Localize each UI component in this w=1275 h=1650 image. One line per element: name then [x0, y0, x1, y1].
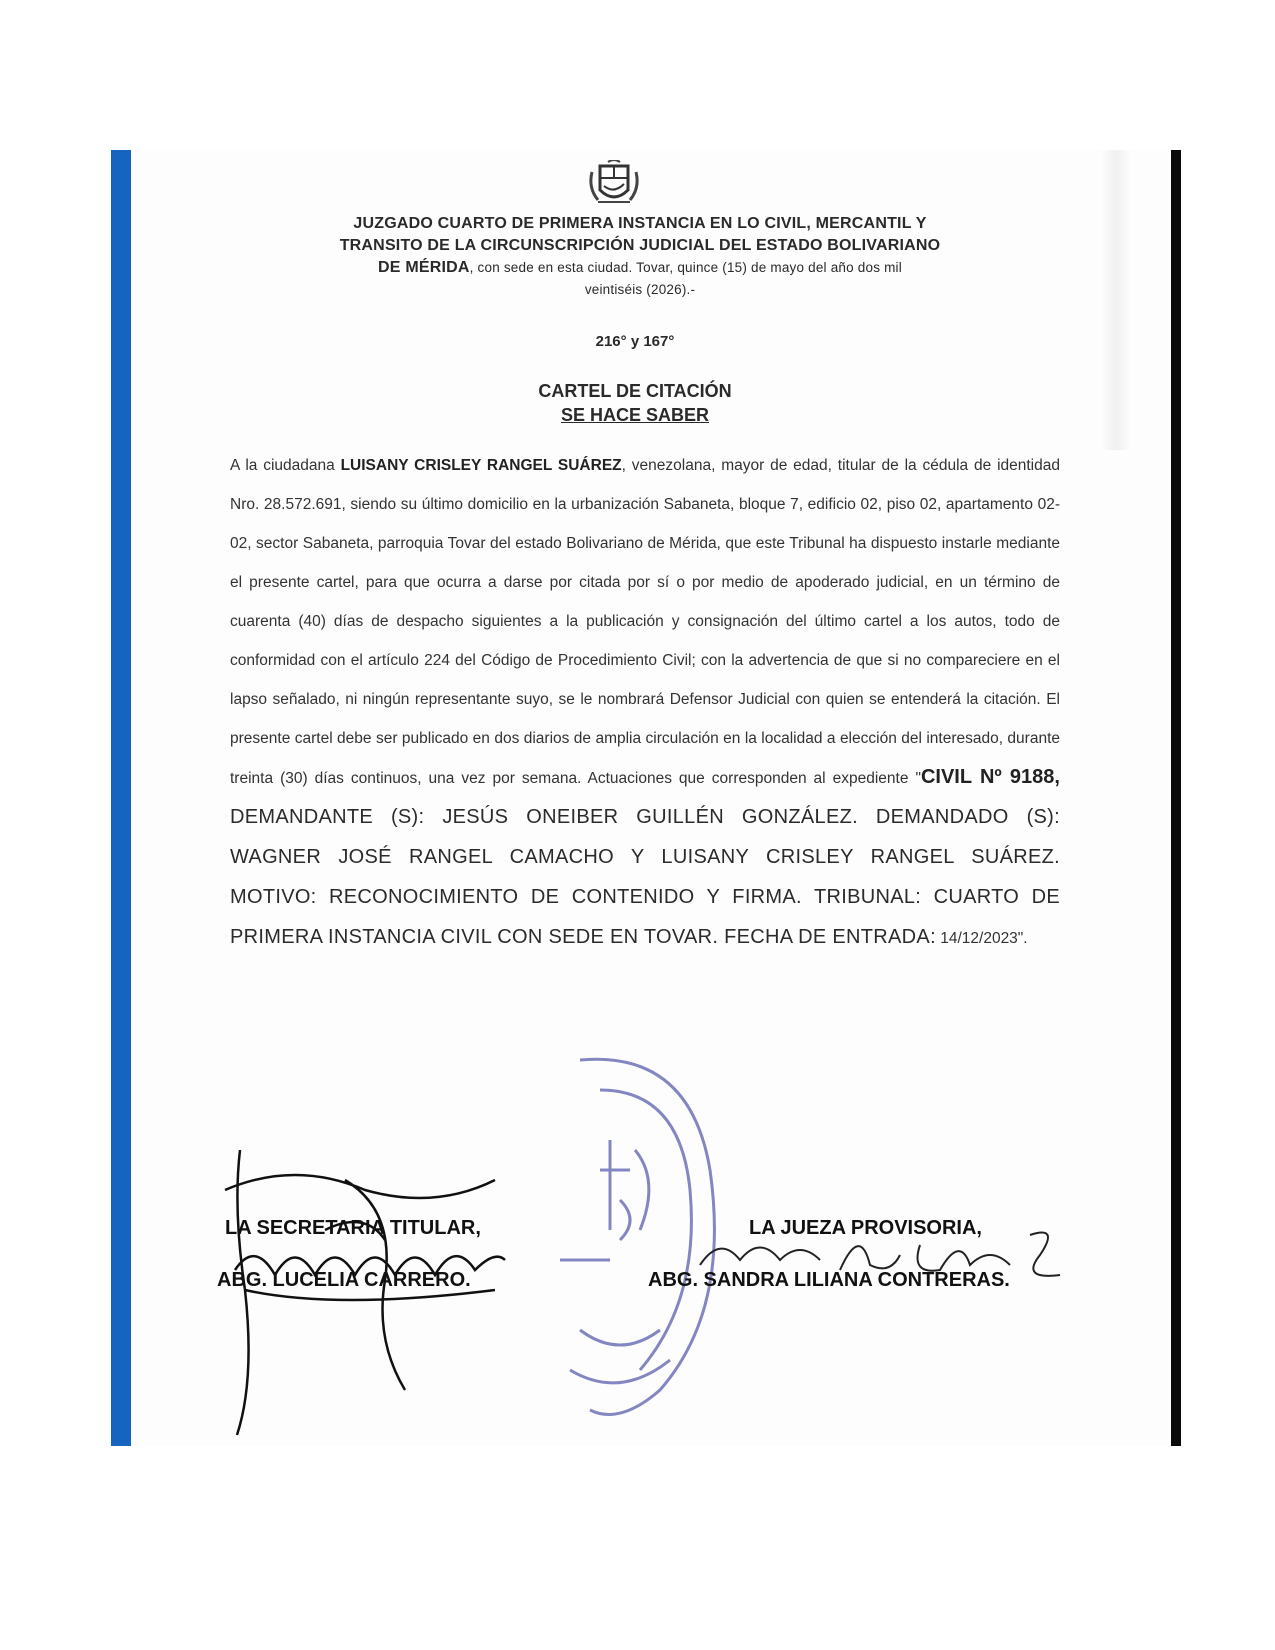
document-title: CARTEL DE CITACIÓN — [538, 381, 732, 401]
court-header — [255, 213, 1025, 301]
judge-title: LA JUEZA PROVISORIA, — [749, 1217, 982, 1239]
document-subtitle — [480, 405, 790, 426]
right-border-bar — [1171, 150, 1181, 1446]
entry-date: 14/12/2023". — [935, 930, 1028, 947]
header-place-date: , con sede en esta ciudad. Tovar, quince (15) de mayo del año dos mil — [469, 260, 902, 275]
judge-name: ABG. SANDRA LILIANA CONTRERAS. — [648, 1269, 1010, 1291]
header-state: DE MÉRIDA — [378, 259, 470, 276]
left-border-bar — [111, 150, 131, 1446]
header-line-1: JUZGADO CUARTO DE PRIMERA INSTANCIA EN LO CIVIL, MERCANTIL Y — [353, 215, 927, 232]
years-reference: 216° y 167° — [595, 333, 675, 350]
coat-of-arms-icon — [586, 160, 642, 208]
case-number: CIVIL Nº 9188, — [920, 766, 1060, 788]
body-intro: A la ciudadana — [230, 457, 341, 474]
citee-name: LUISANY CRISLEY RANGEL SUÁREZ — [340, 457, 622, 474]
citation-body — [230, 446, 1060, 958]
page-shadow — [1101, 150, 1131, 450]
body-main: , venezolana, mayor de edad, titular de la cédula de identidad Nro. 28.572.691, siendo su último domicilio en la urbanización Sabaneta, bloque 7, edificio 02, piso 02, apartamento 02-02, sector Sabaneta, parroquia Tovar del estado Bolivariano de Mérida, que este Tribunal ha dispuesto instarle mediante el presente cartel, para que ocurra a darse por citada por sí o por medio de apoderado judicial, en un término de cuarenta (40) días de despacho siguientes a la publicación y consignación del último cartel a los autos, todo de conformidad con el artículo 224 del Código de Procedimiento Civil; con la advertencia de que si no compareciere en el lapso señalado, ni ningún representante suyo, se le nombrará Defensor Judicial con quien se entenderá la citación. El presente cartel debe ser publicado en dos diarios de amplia circulación en la localidad a elección del interesado, durante treinta (30) días continuos, una vez por semana. Actuaciones que corresponden al expediente " — [230, 457, 1060, 787]
secretary-signature — [215, 1150, 525, 1440]
subtitle-text: SE HACE SABER — [560, 405, 710, 425]
header-year: veintiséis (2026).- — [584, 282, 696, 297]
header-line-2: TRANSITO DE LA CIRCUNSCRIPCIÓN JUDICIAL DEL ESTADO BOLIVARIANO — [339, 237, 941, 254]
case-details: DEMANDANTE (S): JESÚS ONEIBER GUILLÉN GONZÁLEZ. DEMANDADO (S): WAGNER JOSÉ RANGEL CAMACHO Y LUISANY CRISLEY RANGEL SUÁREZ. MOTIVO: RECONOCIMIENTO DE CONTENIDO Y FIRMA. TRIBUNAL: CUARTO DE PRIMERA INSTANCIA CIVIL CON SEDE EN TOVAR. FECHA DE ENTRADA: — [230, 806, 1060, 948]
secretary-title: LA SECRETARIA TITULAR, — [225, 1217, 481, 1239]
secretary-name: ABG. LUCELIA CARRERO. — [217, 1269, 471, 1291]
